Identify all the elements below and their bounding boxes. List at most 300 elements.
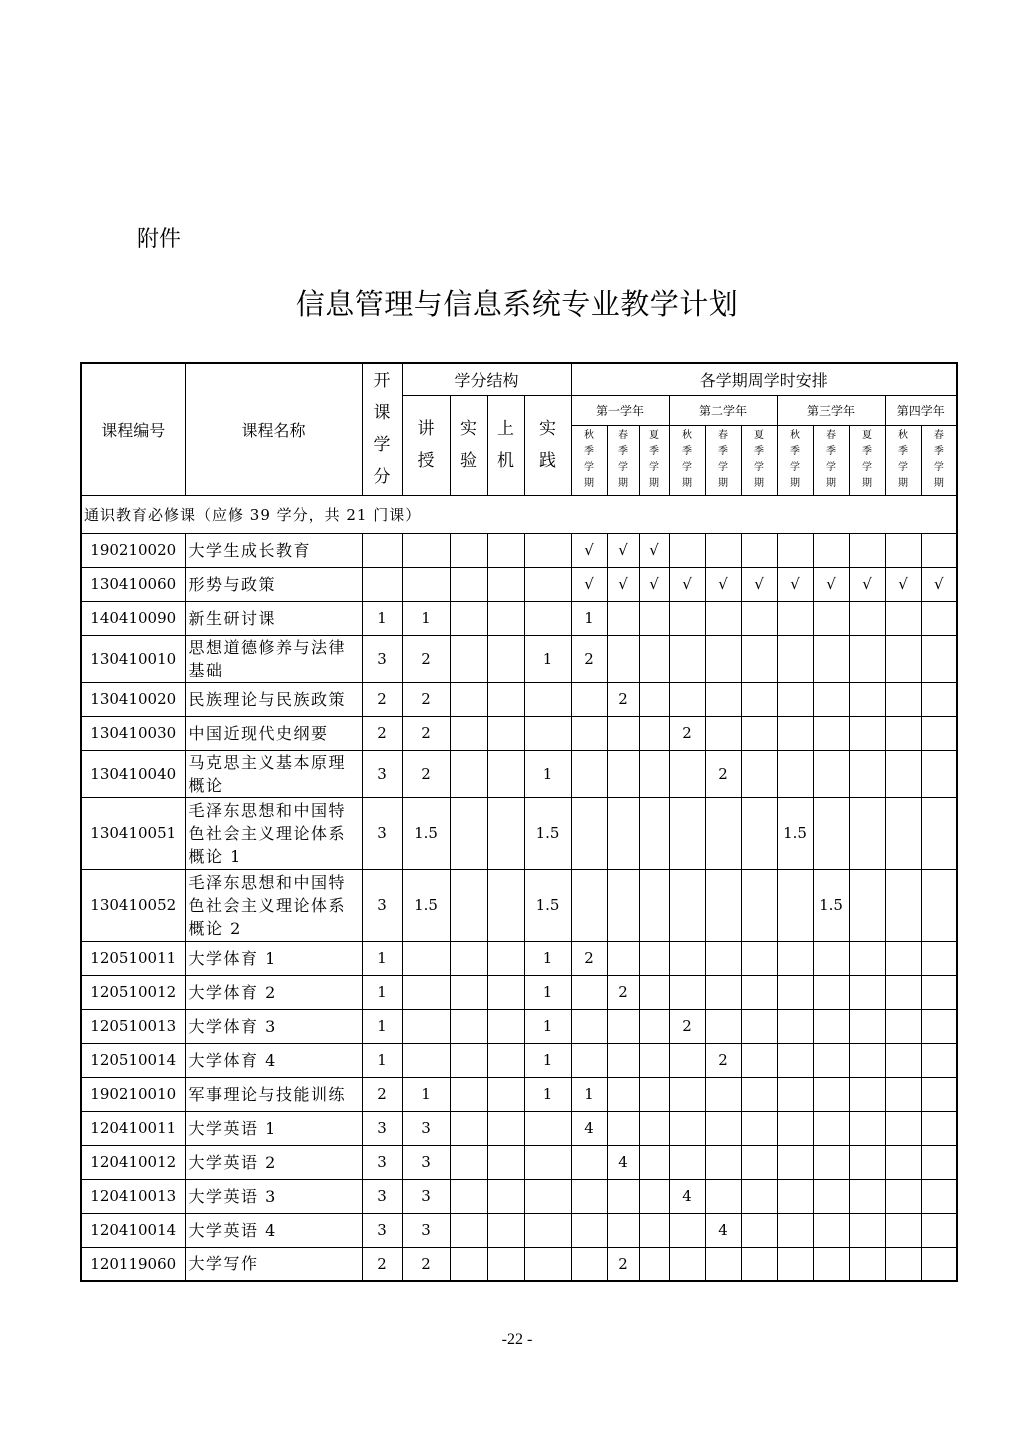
semester-hours-cell <box>921 975 957 1009</box>
course-code: 190210010 <box>81 1077 185 1111</box>
semester-hours-cell <box>885 1145 921 1179</box>
header-lecture: 讲 授 <box>402 395 450 495</box>
semester-hours-cell <box>849 941 885 975</box>
course-name: 大学英语 2 <box>185 1145 362 1179</box>
practice-cell: 1 <box>524 1009 571 1043</box>
semester-hours-cell <box>921 682 957 716</box>
semester-hours-cell <box>777 1145 813 1179</box>
semester-hours-cell: √ <box>669 567 705 601</box>
semester-hours-cell <box>639 869 669 941</box>
semester-hours-cell <box>705 716 741 750</box>
course-name: 大学体育 4 <box>185 1043 362 1077</box>
practice-cell <box>524 716 571 750</box>
lab-cell <box>450 941 487 975</box>
lecture-cell: 1 <box>402 1077 450 1111</box>
semester-hours-cell <box>777 941 813 975</box>
semester-hours-cell <box>669 1043 705 1077</box>
credits-cell: 2 <box>362 1247 402 1281</box>
semester-hours-cell <box>849 682 885 716</box>
semester-hours-cell <box>741 1213 777 1247</box>
semester-hours-cell <box>669 975 705 1009</box>
semester-hours-cell <box>777 1111 813 1145</box>
computer-cell <box>487 1111 524 1145</box>
practice-cell <box>524 533 571 567</box>
semester-hours-cell <box>777 1009 813 1043</box>
table-row <box>81 1043 957 1077</box>
header-year-1: 第一学年 <box>571 395 669 425</box>
practice-cell: 1.5 <box>524 869 571 941</box>
semester-hours-cell: 2 <box>705 1043 741 1077</box>
course-name: 大学英语 4 <box>185 1213 362 1247</box>
lab-cell <box>450 1111 487 1145</box>
semester-hours-cell <box>813 1009 849 1043</box>
semester-hours-cell <box>639 1077 669 1111</box>
semester-hours-cell <box>571 797 607 869</box>
lecture-cell: 2 <box>402 716 450 750</box>
table-row <box>81 941 957 975</box>
course-name: 大学生成长教育 <box>185 533 362 567</box>
semester-hours-cell <box>849 533 885 567</box>
course-name: 军事理论与技能训练 <box>185 1077 362 1111</box>
lab-cell <box>450 750 487 797</box>
practice-cell <box>524 1111 571 1145</box>
lecture-cell: 1 <box>402 601 450 635</box>
practice-cell: 1 <box>524 750 571 797</box>
semester-hours-cell <box>705 1111 741 1145</box>
semester-hours-cell <box>885 601 921 635</box>
semester-hours-cell <box>741 716 777 750</box>
table-row <box>81 635 957 682</box>
semester-hours-cell: 1 <box>571 601 607 635</box>
semester-hours-cell <box>741 533 777 567</box>
semester-hours-cell <box>813 533 849 567</box>
table-row <box>81 601 957 635</box>
semester-hours-cell <box>571 750 607 797</box>
semester-hours-cell: √ <box>639 533 669 567</box>
lab-cell <box>450 533 487 567</box>
header-practice: 实 践 <box>524 395 571 495</box>
credits-cell: 3 <box>362 1111 402 1145</box>
header-semester: 夏 季 学 期 <box>849 425 885 495</box>
semester-hours-cell <box>607 750 639 797</box>
computer-cell <box>487 975 524 1009</box>
lecture-cell: 1.5 <box>402 797 450 869</box>
semester-hours-cell <box>741 975 777 1009</box>
semester-hours-cell <box>639 601 669 635</box>
computer-cell <box>487 682 524 716</box>
semester-hours-cell: 4 <box>669 1179 705 1213</box>
semester-hours-cell <box>639 1179 669 1213</box>
semester-hours-cell: 2 <box>607 1247 639 1281</box>
computer-cell <box>487 1145 524 1179</box>
semester-hours-cell <box>607 601 639 635</box>
semester-hours-cell <box>639 1043 669 1077</box>
semester-hours-cell <box>639 1111 669 1145</box>
semester-hours-cell <box>921 635 957 682</box>
semester-hours-cell <box>849 716 885 750</box>
semester-hours-cell <box>639 1247 669 1281</box>
semester-hours-cell <box>705 869 741 941</box>
credits-cell <box>362 567 402 601</box>
computer-cell <box>487 941 524 975</box>
semester-hours-cell <box>813 1111 849 1145</box>
semester-hours-cell: √ <box>921 567 957 601</box>
lecture-cell: 2 <box>402 750 450 797</box>
semester-hours-cell <box>741 750 777 797</box>
header-lab: 实 验 <box>450 395 487 495</box>
table-row <box>81 1213 957 1247</box>
semester-hours-cell <box>849 750 885 797</box>
course-code: 130410052 <box>81 869 185 941</box>
semester-hours-cell <box>813 1247 849 1281</box>
semester-hours-cell <box>607 869 639 941</box>
course-code: 130410020 <box>81 682 185 716</box>
semester-hours-cell <box>607 1009 639 1043</box>
semester-hours-cell <box>571 1179 607 1213</box>
course-code: 120410014 <box>81 1213 185 1247</box>
practice-cell <box>524 1247 571 1281</box>
semester-hours-cell <box>669 533 705 567</box>
semester-hours-cell <box>705 1145 741 1179</box>
computer-cell <box>487 1043 524 1077</box>
table-row <box>81 1077 957 1111</box>
credits-cell: 2 <box>362 1077 402 1111</box>
semester-hours-cell <box>607 716 639 750</box>
semester-hours-cell <box>639 750 669 797</box>
semester-hours-cell <box>571 716 607 750</box>
lab-cell <box>450 682 487 716</box>
semester-hours-cell <box>571 682 607 716</box>
practice-cell <box>524 1213 571 1247</box>
semester-hours-cell <box>571 869 607 941</box>
credits-cell: 3 <box>362 869 402 941</box>
course-code: 130410030 <box>81 716 185 750</box>
semester-hours-cell <box>885 941 921 975</box>
computer-cell <box>487 601 524 635</box>
header-year-3: 第三学年 <box>777 395 885 425</box>
semester-hours-cell <box>849 1043 885 1077</box>
semester-hours-cell <box>777 716 813 750</box>
semester-hours-cell <box>885 1043 921 1077</box>
course-code: 120510011 <box>81 941 185 975</box>
lab-cell <box>450 567 487 601</box>
table-row <box>81 975 957 1009</box>
semester-hours-cell <box>669 1213 705 1247</box>
semester-hours-cell <box>849 1179 885 1213</box>
course-code: 130410040 <box>81 750 185 797</box>
semester-hours-cell <box>813 682 849 716</box>
semester-hours-cell <box>777 533 813 567</box>
course-name: 大学英语 1 <box>185 1111 362 1145</box>
semester-hours-cell <box>669 601 705 635</box>
table-row <box>81 533 957 567</box>
semester-hours-cell <box>741 635 777 682</box>
practice-cell: 1 <box>524 975 571 1009</box>
table-row <box>81 1111 957 1145</box>
table-row <box>81 682 957 716</box>
header-credit-structure: 学分结构 <box>402 363 571 395</box>
course-code: 120510014 <box>81 1043 185 1077</box>
table-row <box>81 797 957 869</box>
semester-hours-cell <box>607 1213 639 1247</box>
header-semester: 秋 季 学 期 <box>777 425 813 495</box>
semester-hours-cell <box>849 1009 885 1043</box>
course-name: 大学体育 3 <box>185 1009 362 1043</box>
lecture-cell: 1.5 <box>402 869 450 941</box>
computer-cell <box>487 797 524 869</box>
semester-hours-cell <box>885 682 921 716</box>
computer-cell <box>487 750 524 797</box>
semester-hours-cell <box>705 682 741 716</box>
semester-hours-cell: 2 <box>607 682 639 716</box>
semester-hours-cell <box>777 682 813 716</box>
practice-cell <box>524 567 571 601</box>
semester-hours-cell: 4 <box>607 1145 639 1179</box>
semester-hours-cell: √ <box>639 567 669 601</box>
course-code: 130410060 <box>81 567 185 601</box>
semester-hours-cell <box>741 1043 777 1077</box>
header-semester: 夏 季 学 期 <box>639 425 669 495</box>
semester-hours-cell <box>921 750 957 797</box>
practice-cell <box>524 1179 571 1213</box>
course-name: 大学英语 3 <box>185 1179 362 1213</box>
teaching-plan-table <box>80 362 958 1282</box>
semester-hours-cell <box>669 797 705 869</box>
semester-hours-cell <box>607 1077 639 1111</box>
semester-hours-cell <box>777 1043 813 1077</box>
semester-hours-cell <box>571 1247 607 1281</box>
semester-hours-cell <box>607 635 639 682</box>
credits-cell: 1 <box>362 1043 402 1077</box>
course-code: 140410090 <box>81 601 185 635</box>
semester-hours-cell <box>669 1111 705 1145</box>
course-name: 马克思主义基本原理概论 <box>185 750 362 797</box>
semester-hours-cell <box>705 533 741 567</box>
header-computer: 上 机 <box>487 395 524 495</box>
semester-hours-cell: √ <box>777 567 813 601</box>
semester-hours-cell <box>777 1247 813 1281</box>
credits-cell: 3 <box>362 750 402 797</box>
table-row <box>81 750 957 797</box>
semester-hours-cell <box>741 797 777 869</box>
semester-hours-cell: √ <box>705 567 741 601</box>
semester-hours-cell: 2 <box>571 635 607 682</box>
semester-hours-cell <box>885 1077 921 1111</box>
credits-cell: 3 <box>362 635 402 682</box>
header-semester: 春 季 学 期 <box>607 425 639 495</box>
semester-hours-cell <box>777 869 813 941</box>
semester-hours-cell <box>741 869 777 941</box>
semester-hours-cell <box>849 1247 885 1281</box>
semester-hours-cell: 4 <box>705 1213 741 1247</box>
practice-cell <box>524 601 571 635</box>
semester-hours-cell <box>741 1111 777 1145</box>
course-name: 形势与政策 <box>185 567 362 601</box>
lab-cell <box>450 1009 487 1043</box>
table-row <box>81 1179 957 1213</box>
course-code: 120410012 <box>81 1145 185 1179</box>
semester-hours-cell <box>669 1145 705 1179</box>
practice-cell <box>524 682 571 716</box>
semester-hours-cell: 1 <box>571 1077 607 1111</box>
lecture-cell <box>402 1043 450 1077</box>
semester-hours-cell <box>921 1111 957 1145</box>
credits-cell: 1 <box>362 941 402 975</box>
semester-hours-cell: 2 <box>669 716 705 750</box>
section-title: 通识教育必修课（应修 39 学分，共 21 门课） <box>81 495 957 533</box>
semester-hours-cell <box>741 682 777 716</box>
semester-hours-cell <box>705 1179 741 1213</box>
semester-hours-cell <box>777 601 813 635</box>
semester-hours-cell <box>885 533 921 567</box>
course-name: 毛泽东思想和中国特色社会主义理论体系概论 1 <box>185 797 362 869</box>
semester-hours-cell: 2 <box>571 941 607 975</box>
credits-cell: 1 <box>362 601 402 635</box>
semester-hours-cell <box>921 1009 957 1043</box>
course-name: 大学体育 2 <box>185 975 362 1009</box>
header-semester: 秋 季 学 期 <box>571 425 607 495</box>
semester-hours-cell <box>639 716 669 750</box>
computer-cell <box>487 1247 524 1281</box>
semester-hours-cell <box>571 1145 607 1179</box>
attachment-label: 附件 <box>137 227 182 252</box>
header-semester: 春 季 学 期 <box>813 425 849 495</box>
header-semester: 春 季 学 期 <box>921 425 957 495</box>
semester-hours-cell <box>813 1145 849 1179</box>
semester-hours-cell: √ <box>571 533 607 567</box>
course-name: 新生研讨课 <box>185 601 362 635</box>
semester-hours-cell <box>921 941 957 975</box>
semester-hours-cell <box>813 601 849 635</box>
semester-hours-cell <box>741 1145 777 1179</box>
lecture-cell: 2 <box>402 1247 450 1281</box>
semester-hours-cell <box>705 1247 741 1281</box>
practice-cell: 1 <box>524 941 571 975</box>
lab-cell <box>450 1145 487 1179</box>
semester-hours-cell <box>921 1247 957 1281</box>
semester-hours-cell <box>849 869 885 941</box>
header-semester: 春 季 学 期 <box>705 425 741 495</box>
semester-hours-cell: 1.5 <box>777 797 813 869</box>
credits-cell: 2 <box>362 716 402 750</box>
semester-hours-cell <box>885 1009 921 1043</box>
semester-hours-cell <box>741 1077 777 1111</box>
course-name: 大学体育 1 <box>185 941 362 975</box>
semester-hours-cell <box>849 1145 885 1179</box>
semester-hours-cell <box>639 941 669 975</box>
lecture-cell <box>402 975 450 1009</box>
semester-hours-cell <box>885 1213 921 1247</box>
semester-hours-cell <box>639 1213 669 1247</box>
computer-cell <box>487 1213 524 1247</box>
semester-hours-cell <box>669 635 705 682</box>
semester-hours-cell <box>813 1077 849 1111</box>
practice-cell: 1 <box>524 635 571 682</box>
semester-hours-cell <box>777 635 813 682</box>
semester-hours-cell: 2 <box>607 975 639 1009</box>
semester-hours-cell <box>571 975 607 1009</box>
semester-hours-cell: √ <box>849 567 885 601</box>
practice-cell: 1.5 <box>524 797 571 869</box>
computer-cell <box>487 1009 524 1043</box>
semester-hours-cell <box>885 716 921 750</box>
semester-hours-cell <box>885 797 921 869</box>
semester-hours-cell <box>639 1145 669 1179</box>
semester-hours-cell <box>669 682 705 716</box>
semester-hours-cell: √ <box>885 567 921 601</box>
semester-hours-cell: 2 <box>705 750 741 797</box>
semester-hours-cell: √ <box>741 567 777 601</box>
semester-hours-cell <box>741 1009 777 1043</box>
semester-hours-cell <box>639 682 669 716</box>
credits-cell <box>362 533 402 567</box>
semester-hours-cell <box>849 1077 885 1111</box>
table-row <box>81 869 957 941</box>
lab-cell <box>450 716 487 750</box>
lecture-cell: 2 <box>402 682 450 716</box>
lab-cell <box>450 1077 487 1111</box>
semester-hours-cell <box>849 797 885 869</box>
computer-cell <box>487 869 524 941</box>
semester-hours-cell <box>921 1179 957 1213</box>
semester-hours-cell <box>607 1043 639 1077</box>
practice-cell <box>524 1145 571 1179</box>
semester-hours-cell <box>921 1213 957 1247</box>
course-name: 中国近现代史纲要 <box>185 716 362 750</box>
semester-hours-cell <box>921 869 957 941</box>
header-semester: 秋 季 学 期 <box>885 425 921 495</box>
semester-hours-cell <box>849 975 885 1009</box>
semester-hours-cell <box>921 797 957 869</box>
lab-cell <box>450 635 487 682</box>
course-code: 120510013 <box>81 1009 185 1043</box>
semester-hours-cell <box>921 601 957 635</box>
semester-hours-cell: 1.5 <box>813 869 849 941</box>
semester-hours-cell <box>705 975 741 1009</box>
header-semester: 秋 季 学 期 <box>669 425 705 495</box>
page-number: -22 - <box>501 1331 533 1348</box>
semester-hours-cell <box>921 716 957 750</box>
course-code: 120410011 <box>81 1111 185 1145</box>
header-year-4: 第四学年 <box>885 395 957 425</box>
credits-cell: 1 <box>362 1009 402 1043</box>
semester-hours-cell <box>741 1179 777 1213</box>
lecture-cell <box>402 567 450 601</box>
page-title: 信息管理与信息系统专业教学计划 <box>295 287 739 321</box>
semester-hours-cell <box>885 1179 921 1213</box>
semester-hours-cell <box>705 1009 741 1043</box>
semester-hours-cell <box>813 941 849 975</box>
semester-hours-cell <box>777 1077 813 1111</box>
semester-hours-cell <box>921 1077 957 1111</box>
course-name: 大学写作 <box>185 1247 362 1281</box>
semester-hours-cell: √ <box>571 567 607 601</box>
semester-hours-cell: √ <box>607 567 639 601</box>
semester-hours-cell <box>813 1179 849 1213</box>
lab-cell <box>450 1247 487 1281</box>
header-year-2: 第二学年 <box>669 395 777 425</box>
semester-hours-cell <box>885 750 921 797</box>
semester-hours-cell <box>885 1247 921 1281</box>
semester-hours-cell <box>921 1145 957 1179</box>
semester-hours-cell: 4 <box>571 1111 607 1145</box>
lab-cell <box>450 869 487 941</box>
semester-hours-cell <box>885 975 921 1009</box>
semester-hours-cell <box>813 1043 849 1077</box>
computer-cell <box>487 567 524 601</box>
lecture-cell: 2 <box>402 635 450 682</box>
semester-hours-cell <box>705 601 741 635</box>
